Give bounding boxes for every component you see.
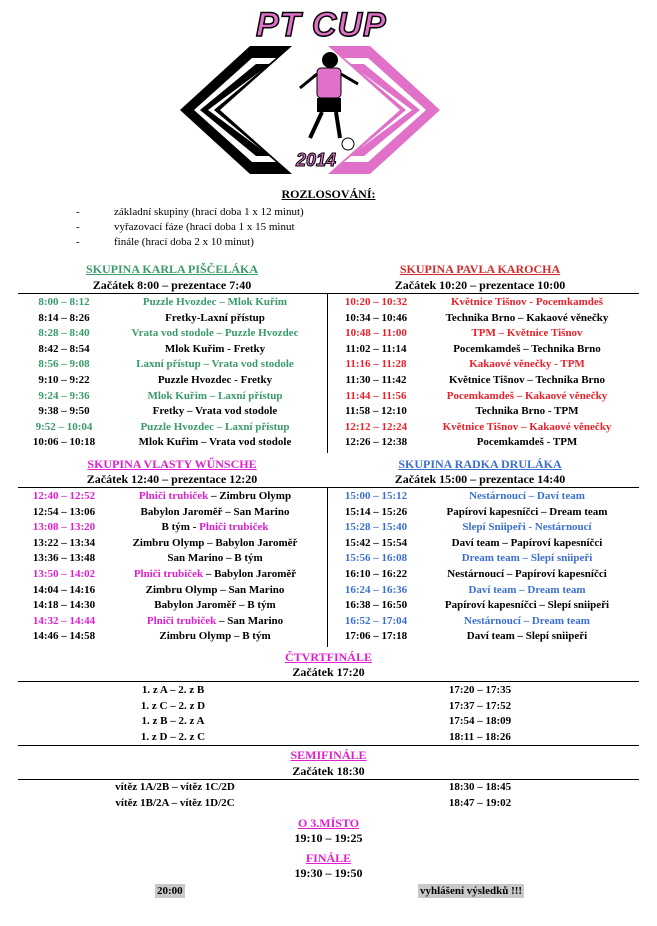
match-row (18, 295, 323, 311)
match-row (18, 373, 323, 389)
third-place-title: O 3.MÍSTO (297, 816, 360, 830)
match-team-part: Zimbru Olymp – San Marino (145, 583, 285, 596)
match-team-part: Plniči trubiček (138, 490, 209, 502)
match-teams: Puzzle Hvozdec - Fretky (157, 373, 273, 386)
match-row (330, 373, 635, 389)
match-teams: Květnice Tišnov - Pocemkamdeš (450, 296, 604, 308)
match-time: 15:56 – 16:08 (344, 552, 408, 565)
match-teams: Vrata vod stodole – Puzzle Hvozdec (131, 327, 299, 340)
match-time: 14:18 – 14:30 (32, 599, 96, 612)
match-time: 9:10 – 9:22 (38, 373, 90, 386)
match-time: 9:52 – 10:04 (35, 420, 93, 433)
match-row (330, 420, 635, 436)
match-row (330, 295, 635, 311)
semifinal-times (430, 780, 530, 811)
match-row (330, 520, 635, 536)
match-time: 15:28 – 15:40 (344, 521, 408, 534)
quarterfinal-title: ČTVRTFINÁLE (285, 650, 372, 664)
match-time: 9:24 – 9:36 (38, 389, 90, 402)
semifinal-title: SEMIFINÁLE (290, 748, 367, 762)
match-time: 12:40 – 12:52 (32, 490, 96, 502)
match-time: 15:42 – 15:54 (344, 536, 408, 549)
match-row (330, 583, 635, 599)
match-teams: Nestárnoucí – Dream team (464, 614, 590, 627)
quarterfinal-time: 18:11 – 18:26 (449, 730, 511, 743)
group-vlasty-title: SKUPINA VLASTY WŰNSCHE (87, 457, 257, 471)
rules-item: - finále (hrací doba 2 x 10 minut) (76, 236, 254, 248)
group-karla-title: SKUPINA KARLA PIŠČELÁKA (85, 262, 259, 276)
match-time: 16:24 – 16:36 (344, 583, 408, 596)
match-team-part: – San Marino (216, 614, 284, 627)
match-teams (110, 489, 320, 505)
match-time: 10:48 – 11:00 (345, 327, 407, 340)
match-row (330, 505, 635, 521)
match-teams (110, 505, 320, 521)
match-team-part: Plniči trubiček (146, 614, 217, 627)
group-radka-title: SKUPINA RADKA DRULÁKA (398, 457, 562, 471)
group-vlasty-subtitle: Začátek 12:40 – prezentace 12:20 (86, 472, 258, 486)
match-teams (110, 520, 320, 536)
match-teams: Nestárnoucí – Papíroví kapesníčci (447, 567, 607, 580)
match-time: 8:56 – 9:08 (38, 358, 90, 371)
match-time: 11:02 – 11:14 (345, 342, 407, 355)
match-time: 9:38 – 9:50 (38, 405, 90, 418)
match-time: 15:00 – 15:12 (344, 490, 408, 502)
group-karla-subtitle: Začátek 8:00 – prezentace 7:40 (92, 278, 252, 292)
match-row (18, 342, 323, 358)
match-teams: Mlok Kuřim – Laxní přístup (147, 389, 283, 402)
match-time: 8:28 – 8:40 (38, 327, 90, 340)
match-teams: Slepí Sniipeři - Nestárnoucí (462, 521, 592, 534)
match-team-part: B tým - (161, 521, 200, 534)
match-row (330, 629, 635, 645)
quarterfinal-pair: 1. z A – 2. z B (141, 684, 205, 696)
match-row (330, 614, 635, 630)
quarterfinal-times (430, 683, 530, 745)
match-teams (110, 536, 320, 552)
match-teams: Květnice Tišnov – Kakaové věnečky (442, 420, 612, 433)
match-time: 11:44 – 11:56 (345, 389, 407, 402)
match-teams: Fretky – Vrata vod stodole (152, 405, 278, 418)
match-row (330, 567, 635, 583)
rules-item: - vyřazovací fáze (hrací doba 1 x 15 minut (76, 221, 295, 233)
match-time: 11:30 – 11:42 (345, 373, 407, 386)
semifinal-time: 18:30 – 18:45 (448, 781, 512, 793)
match-teams: Pocemkamdeš - TPM (476, 436, 578, 449)
match-teams: Dream team – Slepí sniipeři (461, 552, 593, 565)
quarterfinal-pair: 1. z D – 2. z C (140, 730, 206, 743)
match-row (330, 326, 635, 342)
match-time: 16:38 – 16:50 (344, 599, 408, 612)
match-row (330, 536, 635, 552)
match-teams (110, 583, 320, 599)
match-time: 10:20 – 10:32 (344, 296, 408, 308)
group-pavla-schedule (330, 295, 635, 451)
match-time: 10:06 – 10:18 (32, 436, 96, 449)
final-time: 19:30 – 19:50 (294, 866, 363, 880)
match-team-part: – Zimbru Olymp (208, 490, 292, 502)
match-teams: Nestárnoucí – Daví team (469, 490, 585, 502)
match-row (18, 420, 323, 436)
match-teams: Technika Brno - TPM (475, 405, 579, 418)
match-time: 12:26 – 12:38 (344, 436, 408, 449)
match-row (330, 311, 635, 327)
ceremony-time: 20:00 (157, 885, 183, 897)
match-time: 14:46 – 14:58 (32, 630, 96, 643)
match-time: 15:14 – 15:26 (344, 505, 408, 518)
match-time: 11:16 – 11:28 (345, 358, 407, 371)
match-teams: Puzzle Hvozdec – Mlok Kuřim (142, 296, 288, 308)
match-teams: Kakaové věnečky - TPM (469, 358, 585, 371)
quarterfinal-time: 17:37 – 17:52 (448, 699, 512, 712)
match-row (18, 551, 323, 567)
match-row (18, 357, 323, 373)
match-time: 16:52 – 17:04 (344, 614, 408, 627)
group-pavla-title: SKUPINA PAVLA KAROCHA (399, 262, 561, 276)
quarterfinal-pair: 1. z C – 2. z D (140, 699, 206, 712)
match-teams: Daví team – Papíroví kapesníčci (451, 536, 603, 549)
match-teams: Mlok Kuřim - Fretky (164, 342, 266, 355)
group-radka-schedule (330, 489, 635, 645)
quarterfinal-pair: 1. z B – 2. z A (141, 715, 205, 728)
match-row (18, 404, 323, 420)
third-place-time: 19:10 – 19:25 (294, 831, 363, 845)
match-teams (110, 567, 320, 583)
match-row (330, 342, 635, 358)
match-teams: TPM – Květnice Tišnov (471, 327, 583, 340)
semifinal-time: 18:47 – 19:02 (448, 796, 512, 809)
match-teams: Technika Brno – Kakaové věnečky (445, 311, 609, 324)
match-time: 17:06 – 17:18 (344, 630, 408, 643)
match-time: 13:08 – 13:20 (32, 521, 96, 534)
match-teams: Papíroví kapesníčci – Slepí sniipeři (444, 599, 610, 612)
match-time: 8:00 – 8:12 (38, 296, 90, 308)
final-title: FINÁLE (305, 851, 352, 865)
match-team-part: Babylon Jaroměř – B tým (154, 599, 276, 612)
match-row (18, 311, 323, 327)
match-teams (110, 551, 320, 567)
rules-item: - základní skupiny (hrací doba 1 x 12 minut) (76, 206, 304, 218)
match-team-part: Plniči trubiček (133, 567, 204, 580)
match-time: 13:50 – 14:02 (32, 567, 96, 580)
match-row (18, 505, 323, 521)
quarterfinal-pairs (128, 683, 218, 745)
group-radka-subtitle: Začátek 15:00 – prezentace 14:40 (394, 472, 566, 486)
rules-list (76, 205, 304, 250)
match-row (330, 389, 635, 405)
semifinal-pair: vítěz 1A/2B – vítěz 1C/2D (115, 781, 235, 793)
semifinal-subtitle: Začátek 18:30 (292, 764, 365, 778)
match-row (18, 389, 323, 405)
group-vlasty-schedule (18, 489, 323, 645)
match-teams: Daví team – Slepí sniipeři (466, 630, 588, 643)
match-time: 8:14 – 8:26 (38, 311, 90, 324)
logo-year: 2014 (296, 150, 337, 170)
match-team-part: Plniči trubiček (199, 521, 269, 534)
match-team-part: Babylon Jaroměř – San Marino (140, 505, 290, 518)
match-row (330, 551, 635, 567)
match-time: 14:32 – 14:44 (32, 614, 96, 627)
match-team-part: San Marino – B tým (167, 552, 263, 565)
match-teams: Mlok Kuřim – Vrata vod stodole (138, 436, 292, 449)
match-time: 12:54 – 13:06 (32, 505, 96, 518)
match-team-part: – Babylon Jaroměř (203, 567, 297, 580)
draw-heading: ROZLOSOVÁNÍ: (281, 187, 376, 201)
match-time: 12:12 – 12:24 (344, 420, 408, 433)
quarterfinal-time: 17:54 – 18:09 (448, 715, 512, 728)
quarterfinal-subtitle: Začátek 17:20 (292, 665, 365, 679)
match-teams (110, 598, 320, 614)
semifinal-pair: vítěz 1B/2A – vítěz 1D/2C (115, 796, 235, 809)
match-teams: Květnice Tišnov – Technika Brno (448, 373, 606, 386)
group-karla-schedule (18, 295, 323, 451)
match-time: 14:04 – 14:16 (32, 583, 96, 596)
match-row (18, 614, 323, 630)
match-time: 16:10 – 16:22 (344, 567, 408, 580)
match-row (18, 326, 323, 342)
match-row (18, 520, 323, 536)
match-row (330, 435, 635, 451)
group-pavla-subtitle: Začátek 10:20 – prezentace 10:00 (394, 278, 566, 292)
match-row (18, 489, 323, 505)
match-teams (110, 629, 320, 645)
match-teams: Puzzle Hvozdec – Laxní přístup (140, 420, 290, 433)
match-row (18, 598, 323, 614)
match-row (18, 567, 323, 583)
quarterfinal-time: 17:20 – 17:35 (448, 684, 512, 696)
semifinal-pairs (90, 780, 260, 811)
match-time: 13:36 – 13:48 (32, 552, 96, 565)
match-time: 8:42 – 8:54 (38, 342, 90, 355)
ceremony-label: vyhlášení výsledků !!! (420, 885, 523, 897)
match-teams: Daví team – Dream team (468, 583, 586, 596)
match-teams: Fretky-Laxní přístup (165, 311, 265, 324)
match-teams (110, 614, 320, 630)
match-row (18, 536, 323, 552)
match-row (330, 357, 635, 373)
match-row (330, 489, 635, 505)
logo-title: PT CUP (256, 6, 387, 44)
match-teams: Laxní přístup – Vrata vod stodole (136, 358, 294, 371)
match-row (18, 435, 323, 451)
match-time: 11:58 – 12:10 (345, 405, 407, 418)
match-teams: Papíroví kapesníčci – Dream team (446, 505, 608, 518)
match-time: 13:22 – 13:34 (32, 536, 96, 549)
match-teams: Pocemkamdeš – Kakaové věnečky (446, 389, 608, 402)
match-time: 10:34 – 10:46 (344, 311, 408, 324)
match-teams: Pocemkamdeš – Technika Brno (453, 342, 601, 355)
match-row (330, 404, 635, 420)
match-team-part: Zimbru Olymp – B tým (159, 630, 271, 643)
match-row (330, 598, 635, 614)
football-player-icon (300, 52, 358, 150)
match-row (18, 583, 323, 599)
match-team-part: Zimbru Olymp – Babylon Jaroměř (132, 536, 298, 549)
match-row (18, 629, 323, 645)
